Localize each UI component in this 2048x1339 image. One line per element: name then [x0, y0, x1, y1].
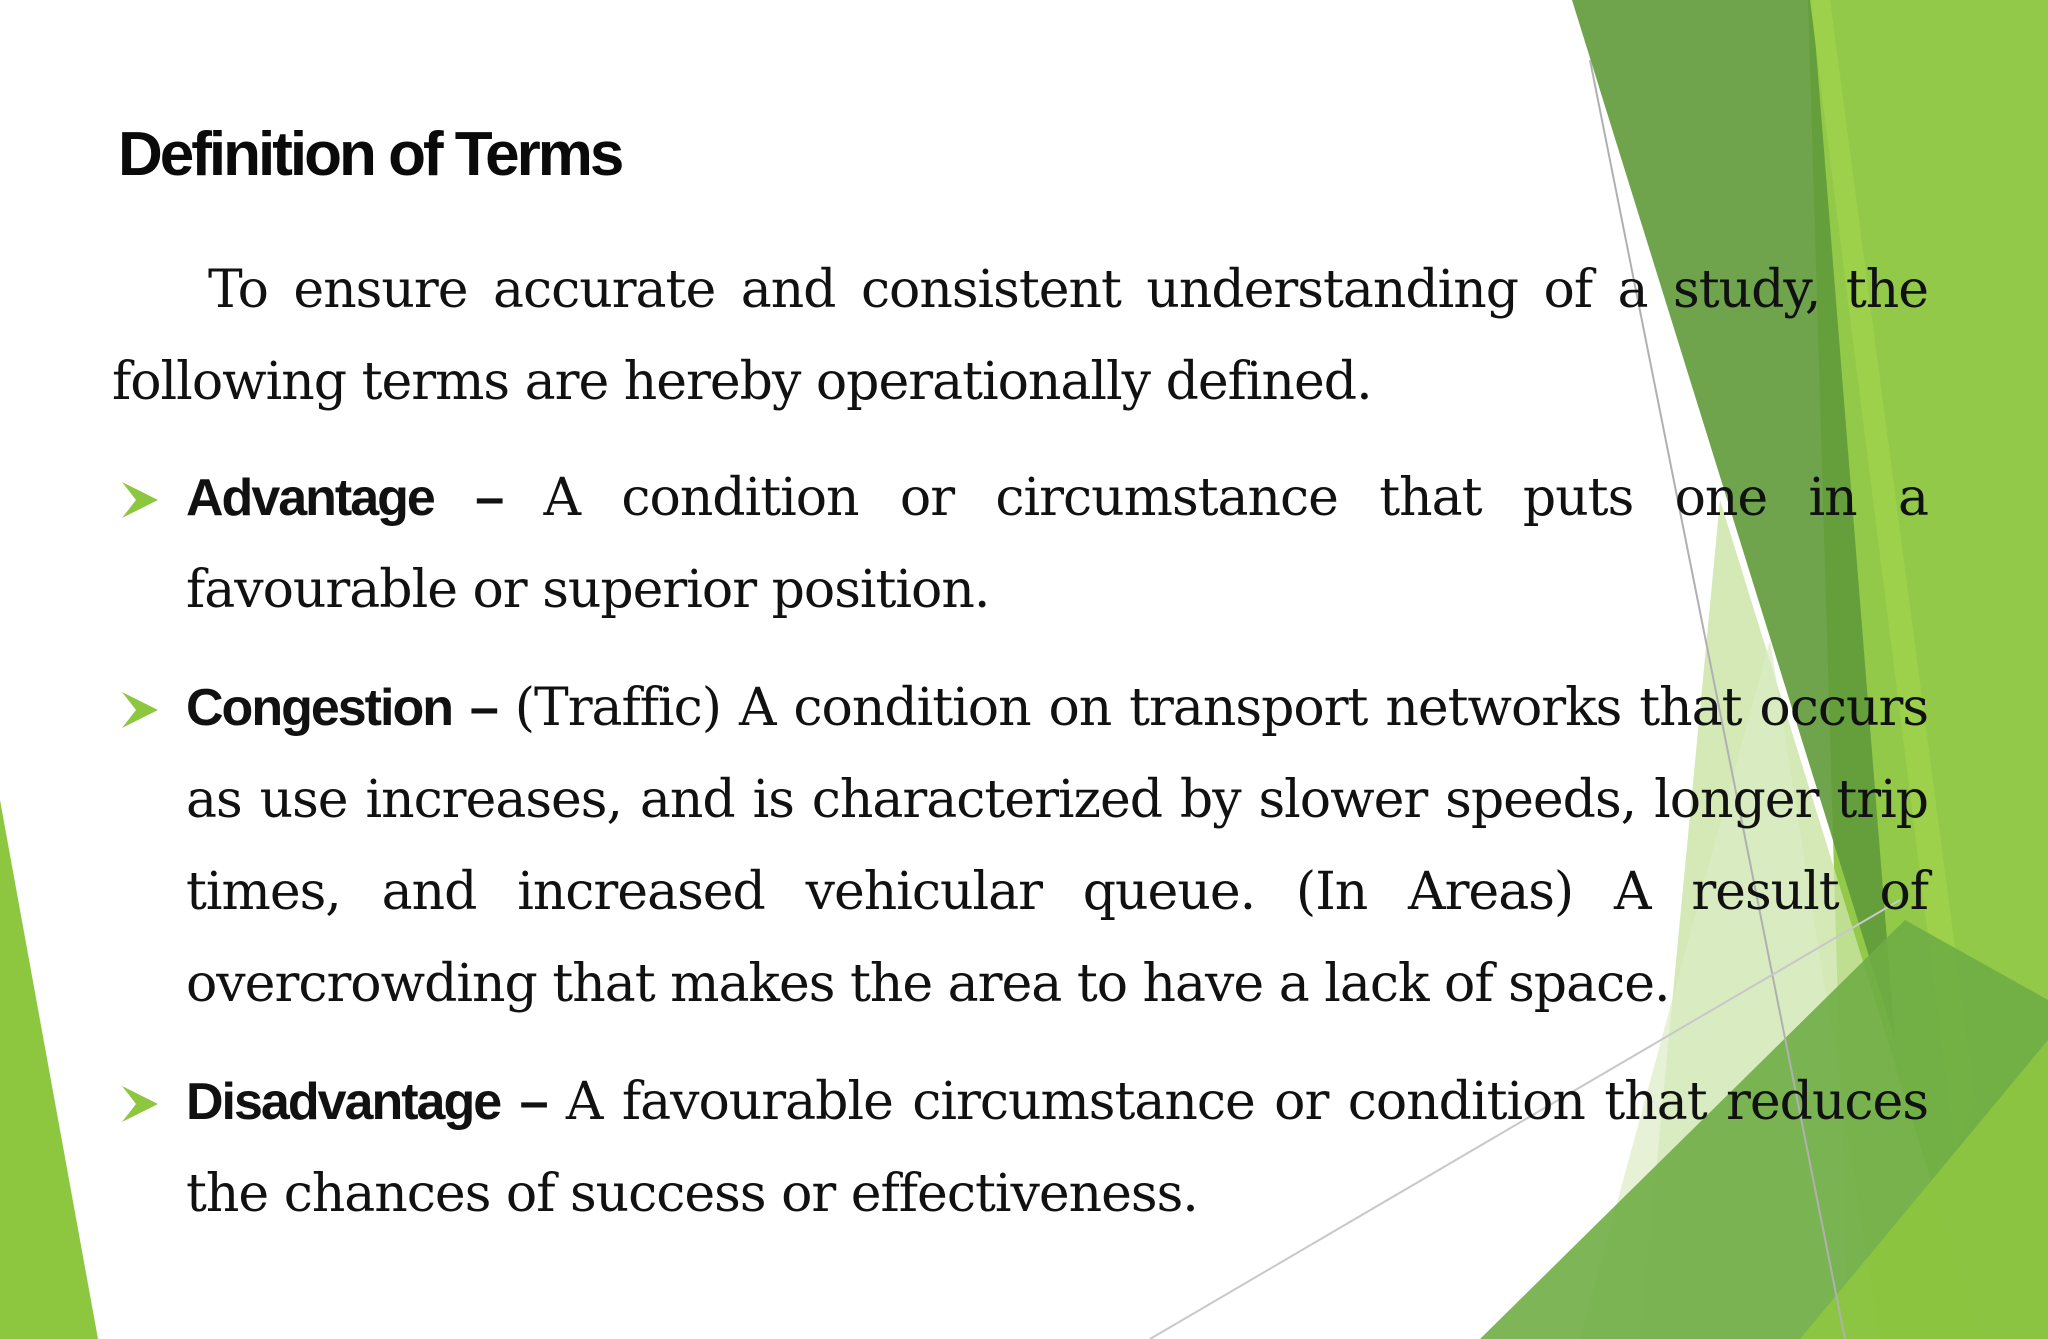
intro-paragraph: To ensure accurate and consistent understanding of a study, the following terms are hereby operationally defined.: [112, 260, 1928, 412]
term-definition: A condition or circumstance that puts one in a favourable or superior position.: [186, 468, 1929, 620]
term-dash: –: [475, 469, 503, 527]
slide-title: Definition of Terms: [118, 120, 622, 189]
term-definition: (Traffic) A condition on transport networks that occurs as use increases, and is characterized by slower speeds, longer trip times, and increased vehicular queue. (In Areas) A result of overcrowding that makes the area to have a lack of space.: [186, 678, 1929, 1014]
term-name: Advantage: [186, 469, 434, 527]
term-name: Congestion: [186, 679, 452, 737]
term-dash: –: [469, 679, 497, 737]
term-dash: –: [519, 1073, 547, 1131]
term-name: Disadvantage: [186, 1073, 501, 1131]
arrowhead-bullet-icon: [120, 690, 160, 730]
term-item: [112, 662, 1928, 1030]
term-definition: A favourable circumstance or condition that reduces the chances of success or effectiveness.: [186, 1072, 1929, 1224]
term-item: [112, 452, 1928, 636]
term-item: [112, 1056, 1928, 1240]
arrowhead-bullet-icon: [120, 480, 160, 520]
arrowhead-bullet-icon: [120, 1084, 160, 1124]
term-list: [112, 452, 1928, 1266]
green-panel-left: [0, 800, 98, 1339]
